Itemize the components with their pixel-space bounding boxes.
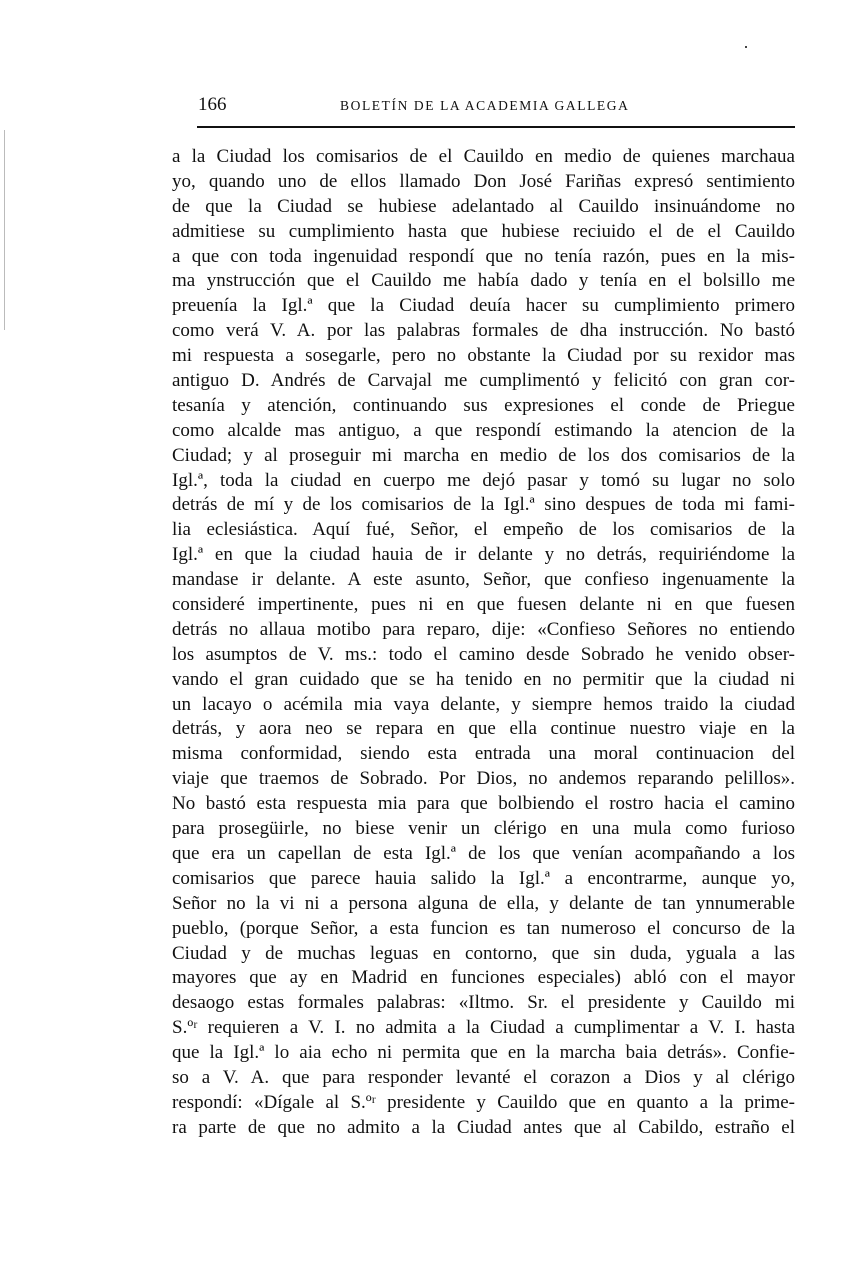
text-line: Ciudad y de muchas leguas en contorno, que sin duda, yguala a las [172,942,795,964]
running-title: BOLETÍN DE LA ACADEMIA GALLEGA [340,98,630,113]
text-line: so a V. A. que para responder levanté el corazon a Dios y al clérigo [172,1066,795,1088]
text-line: vando el gran cuidado que se ha tenido en no permitir que la ciudad ni [172,668,795,690]
text-line: desaogo estas formales palabras: «Iltmo. Sr. el presidente y Cauildo mi [172,992,795,1014]
text-line: a la Ciudad los comisarios de el Cauildo en medio de quienes marchaua [172,146,795,167]
header-rule [197,126,795,128]
text-line: detrás de mí y de los comisarios de la Igl.ª sino despues de toda mi fami- [172,494,795,516]
text-line: que la Igl.ª lo aia echo ni permita que en la marcha baia detrás». Confie- [172,1042,795,1064]
text-line: tesanía y atención, continuando sus expresiones el conde de Priegue [172,394,795,416]
text-line: ma ynstrucción que el Cauildo me había dado y tenía en el bolsillo me [172,270,795,292]
text-line: Señor no la vi ni a persona alguna de ella, y delante de tan ynnumerable [172,892,795,914]
text-line: comisarios que parece hauia salido la Igl.ª a encontrarme, aunque yo, [172,867,795,889]
text-line: mayores que ay en Madrid en funciones especiales) abló con el mayor [172,967,795,989]
text-line: un lacayo o acémila mia vaya delante, y siempre hemos traido la ciudad [172,693,795,715]
page-number: 166 [198,94,227,115]
text-line: que era un capellan de esta Igl.ª de los que venían acompañando a los [172,842,795,864]
text-line: antiguo D. Andrés de Carvajal me cumplimentó y felicitó con gran cor- [172,370,795,392]
text-line: S.ºʳ requieren a V. I. no admita a la Ciudad a cumplimentar a V. I. hasta [172,1017,795,1039]
text-line: viaje que traemos de Sobrado. Por Dios, no andemos reparando pelillos». [172,768,795,790]
text-line: mi respuesta a sosegarle, pero no obstante la Ciudad por su rexidor mas [172,345,795,367]
text-line: lia eclesiástica. Aquí fué, Señor, el empeño de los comisarios de la [172,519,795,541]
text-line: Igl.ª, toda la ciudad en cuerpo me dejó pasar y tomó su lugar no solo [172,469,795,491]
scan-edge [4,130,5,330]
text-line: misma conformidad, siendo esta entrada una moral continuacion del [172,743,795,765]
text-line: preuenía la Igl.ª que la Ciudad deuía hacer su cumplimiento primero [172,295,795,317]
text-line: pueblo, (porque Señor, a esta funcion es tan numeroso el concurso de la [172,917,795,939]
text-line: para prosegüirle, no biese venir un clérigo en una mula como furioso [172,818,795,840]
text-line: mandase ir delante. A este asunto, Señor, que confieso ingenuamente la [172,569,795,591]
text-line: admitiese su cumplimiento hasta que hubiese reciuido el de el Cauildo [172,220,795,242]
text-line: a que con toda ingenuidad respondí que no tenía razón, pues en la mis- [172,245,795,267]
text-line: ra parte de que no admito a la Ciudad antes que al Cabildo, estraño el [172,1116,795,1138]
text-line: detrás no allaua motibo para reparo, dije: «Confieso Señores no entiendo [172,618,795,640]
text-line: como alcalde mas antiguo, a que respondí estimando la atencion de la [172,419,795,441]
text-line: No bastó esta respuesta mia para que bolbiendo el rostro hacia el camino [172,793,795,815]
text-line: Igl.ª en que la ciudad hauia de ir delante y no detrás, requiriéndome la [172,544,795,566]
text-line: yo, quando uno de ellos llamado Don José Fariñas expresó sentimiento [172,170,795,192]
text-line: los asumptos de V. ms.: todo el camino desde Sobrado he venido obser- [172,643,795,665]
body-text [172,145,795,1141]
text-line: consideré impertinente, pues ni en que fuesen delante ni en que fuesen [172,594,795,616]
text-line: respondí: «Dígale al S.ºʳ presidente y Cauildo que en quanto a la prime- [172,1091,795,1113]
text-line: Ciudad; y al proseguir mi marcha en medio de los dos comisarios de la [172,444,795,466]
text-line: detrás, y aora neo se repara en que ella continue nuestro viaje en la [172,718,795,740]
text-line: de que la Ciudad se hubiese adelantado al Cauildo insinuándome no [172,195,795,217]
text-line: como verá V. A. por las palabras formales de dha instrucción. No bastó [172,320,795,342]
scan-speck [745,46,747,48]
